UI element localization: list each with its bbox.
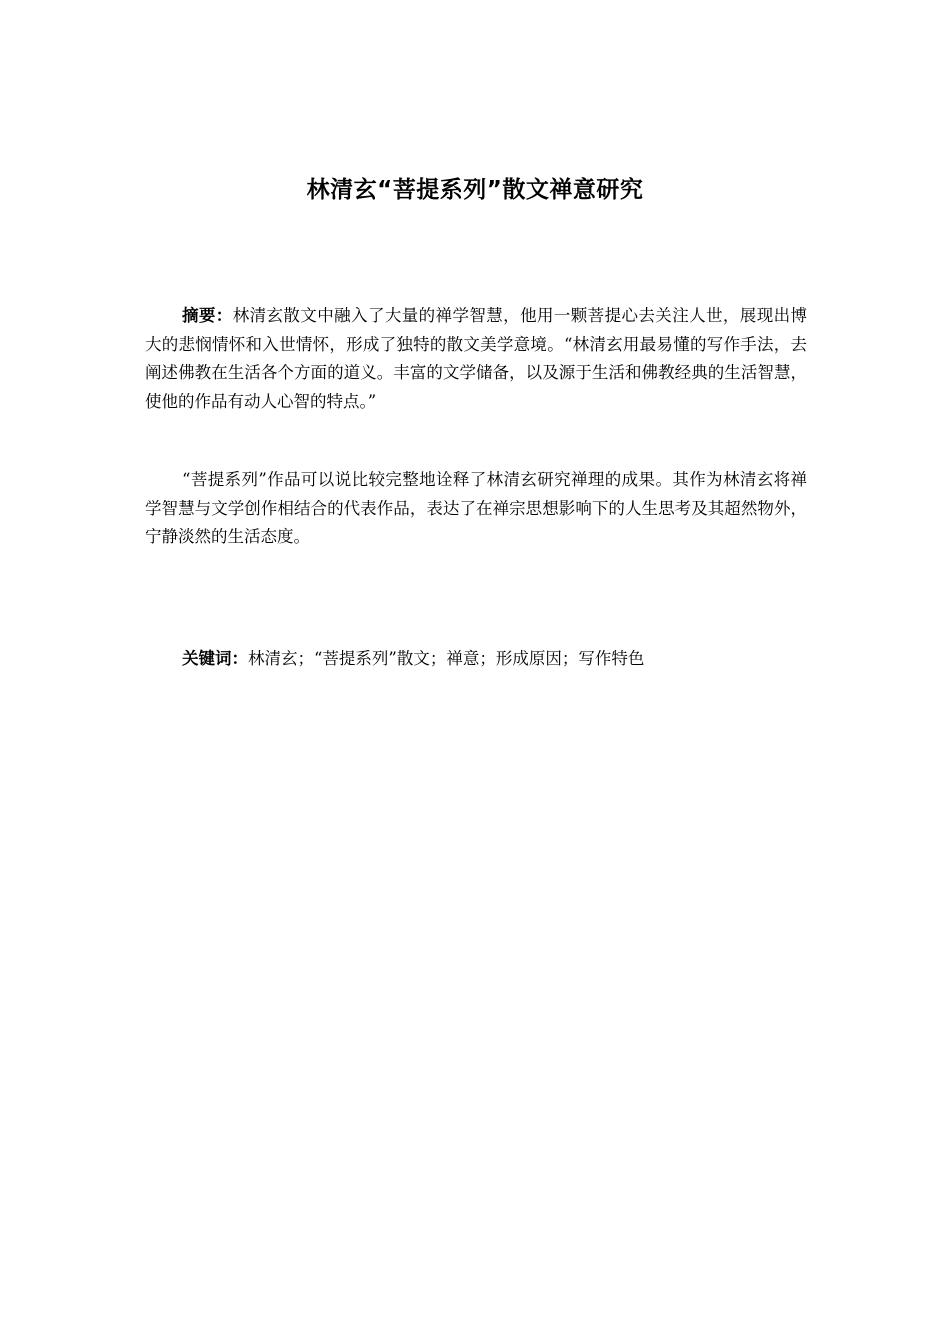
abstract-paragraph [145, 302, 807, 416]
keywords-label: 关键词： [182, 649, 248, 668]
keywords-text: 林清玄；“菩提系列”散文；禅意；形成原因；写作特色 [248, 649, 645, 668]
abstract-label: 摘要： [182, 306, 233, 325]
abstract-text: 林清玄散文中融入了大量的禅学智慧，他用一颗菩提心去关注人世，展现出博大的悲悯情怀和入世情怀，形成了独特的散文美学意境。“林清玄用最易懂的写作手法，去阐述佛教在生活各个方面的道义。丰富的文学储备，以及源于生活和佛教经典的生活智慧，使他的作品有动人心智的特点。” [145, 306, 808, 411]
keywords-line [182, 645, 807, 674]
body-paragraph: “菩提系列”作品可以说比较完整地诠释了林清玄研究禅理的成果。其作为林清玄将禅学智慧与文学创作相结合的代表作品，表达了在禅宗思想影响下的人生思考及其超然物外，宁静淡然的生活态度。 [145, 470, 807, 546]
page-title: 林清玄“菩提系列”散文禅意研究 [306, 177, 644, 203]
